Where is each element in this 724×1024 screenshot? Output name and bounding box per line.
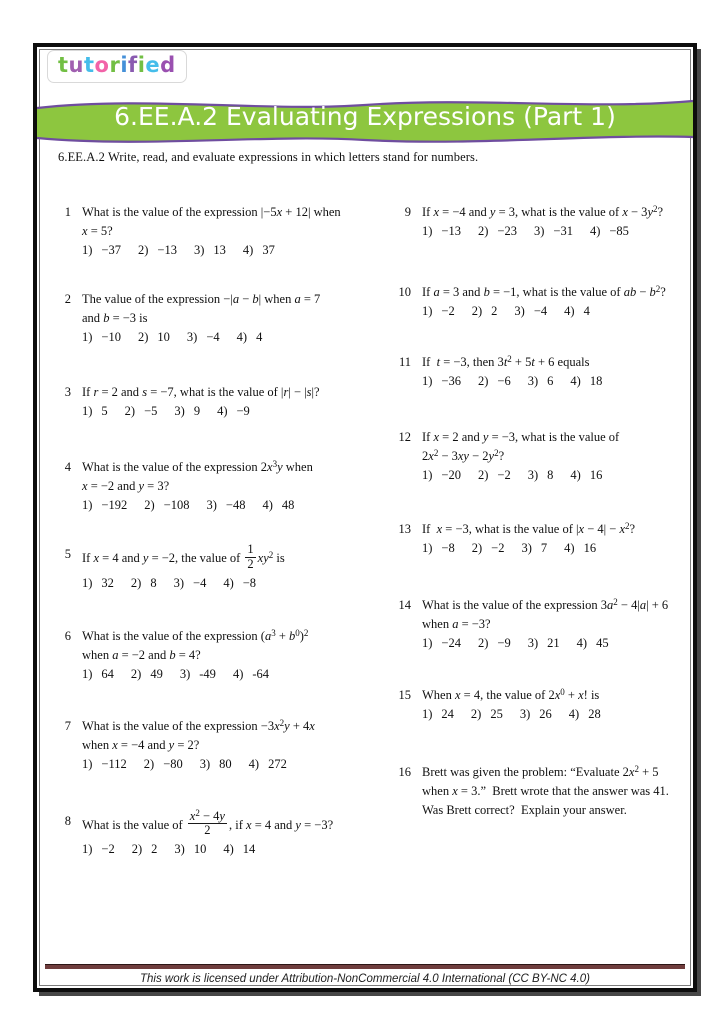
logo-letter: t <box>58 53 69 77</box>
choice-value: −8 <box>242 575 257 590</box>
question-number: 5 <box>64 547 71 561</box>
choice-value: −85 <box>609 224 629 238</box>
fraction: $\frac{x^2 - 4y}{2}$ <box>189 807 225 838</box>
superscript: 2 <box>634 764 639 774</box>
superscript: 2 <box>613 597 618 607</box>
question-5 <box>53 542 377 593</box>
question-body <box>82 807 377 860</box>
question-body <box>422 203 685 241</box>
choice-value: 5 <box>101 404 108 418</box>
question-text-line: $2x^2 - 3xy - 2y^2$? <box>422 448 505 463</box>
choice-value: −108 <box>163 498 190 512</box>
logo-letter: d <box>160 53 176 77</box>
question-text-line: Was Brett correct? Explain your answer. <box>422 803 627 817</box>
superscript: 2 <box>268 550 274 561</box>
choice-value: 8 <box>150 575 157 590</box>
choice-value: 2 <box>151 842 158 856</box>
choice-label: 1) <box>82 243 93 257</box>
choice-label: 3) <box>206 498 217 512</box>
choice-value: 45 <box>596 636 609 650</box>
questions-column-left <box>53 203 377 859</box>
choice-value: −10 <box>101 330 121 344</box>
answer-choices <box>82 402 377 421</box>
answer-choices <box>82 665 377 684</box>
question-number: 2 <box>64 292 71 306</box>
question-text-line: If x = 2 and y = −3, what is the value of <box>422 430 620 444</box>
question-number: 16 <box>398 765 411 779</box>
superscript: 0 <box>295 627 300 638</box>
superscript: 2 <box>507 354 512 364</box>
question-text-line: If t = −3, then $3t^2 + 5t + 6$ equals <box>422 354 590 369</box>
question-text-line: when x = 3.” Brett wrote that the answer was 41. <box>422 784 669 798</box>
choice-value: 48 <box>281 498 295 512</box>
choice-label: 3) <box>533 224 545 238</box>
answer-choices <box>422 222 685 241</box>
logo-text <box>58 53 176 77</box>
choice-value: 9 <box>193 404 201 418</box>
question-body <box>82 542 377 593</box>
question-text-line: What is the value of the expression $-3x^2y + 4x$ <box>82 717 315 733</box>
question-number: 8 <box>64 813 71 828</box>
choice-label: 3) <box>527 636 539 650</box>
answer-choices <box>82 241 377 260</box>
choice-value: 4 <box>583 304 590 318</box>
choice-label: 2) <box>143 756 155 771</box>
question-number: 14 <box>398 598 411 612</box>
choice-label: 1) <box>422 304 433 318</box>
answer-choices <box>422 634 685 653</box>
choice-label: 3) <box>174 404 185 418</box>
choice-label: 3) <box>193 243 205 257</box>
choice-label: 4) <box>568 707 580 721</box>
choice-value: −20 <box>441 468 461 482</box>
choice-label: 4) <box>576 636 588 650</box>
choice-value: −13 <box>441 224 461 238</box>
question-4 <box>53 458 377 515</box>
superscript: 2 <box>653 204 658 214</box>
choice-value: 4 <box>256 330 263 344</box>
choice-label: 3) <box>186 330 198 344</box>
choice-value: 272 <box>268 756 287 771</box>
choice-value: 16 <box>589 468 603 482</box>
choice-label: 2) <box>471 304 483 318</box>
choice-label: 2) <box>477 636 489 650</box>
footer-rule <box>45 964 685 969</box>
question-body <box>422 596 685 653</box>
worksheet-page <box>33 43 697 992</box>
choice-label: 4) <box>248 756 260 771</box>
choice-label: 2) <box>131 842 143 856</box>
choice-label: 1) <box>422 541 433 555</box>
question-text-line: What is the value of the expression $3a^2 - 4|a| + 6$ <box>422 597 669 612</box>
superscript: 2 <box>494 448 499 458</box>
superscript: 3 <box>272 459 278 469</box>
tutorified-logo <box>47 50 187 83</box>
question-body <box>422 353 685 391</box>
question-text-line: when a = −2 and b = 4? <box>82 647 201 662</box>
question-body <box>82 383 377 421</box>
question-15 <box>393 686 685 724</box>
choice-value: 10 <box>157 330 170 344</box>
choice-label: 1) <box>422 374 433 388</box>
choice-value: 14 <box>242 842 256 856</box>
choice-value: 64 <box>101 666 114 681</box>
choice-value: 2 <box>491 304 498 318</box>
choice-value: 18 <box>589 374 603 388</box>
question-16 <box>393 763 685 820</box>
choice-value: 25 <box>490 707 503 721</box>
standard-description: 6.EE.A.2 Write, read, and evaluate expressions in which letters stand for numbers. <box>58 150 479 164</box>
question-number: 4 <box>64 460 71 474</box>
questions-column-right <box>393 203 685 859</box>
answer-choices <box>422 705 685 724</box>
choice-label: 3) <box>521 541 532 555</box>
question-number: 12 <box>398 430 411 444</box>
answer-choices <box>422 539 685 558</box>
question-text-line: when x = −4 and y = 2? <box>82 737 200 752</box>
choice-value: −4 <box>206 330 220 344</box>
question-text-line: What is the value of $\frac{x^2 - 4y}{2}$ , if x = 4 and y = −3? <box>82 807 334 838</box>
superscript: 0 <box>560 687 565 697</box>
worksheet-title: 6.EE.A.2 Evaluating Expressions (Part 1) <box>114 102 616 131</box>
choice-label: 1) <box>422 224 433 238</box>
answer-choices <box>82 496 377 515</box>
choice-label: 1) <box>82 756 93 771</box>
question-body <box>422 428 685 485</box>
question-10 <box>393 283 685 321</box>
choice-value: −4 <box>193 575 207 590</box>
answer-choices <box>82 840 377 859</box>
choice-label: 4) <box>564 541 575 555</box>
question-text-line: When x = 4, the value of $2x^0 + x$! is <box>422 687 600 702</box>
choice-value: 80 <box>219 756 232 771</box>
question-text-line: If r = 2 and s = −7, what is the value of |r| − |s|? <box>82 385 320 399</box>
choice-label: 1) <box>422 636 433 650</box>
choice-value: −2 <box>101 842 115 856</box>
choice-label: 2) <box>137 243 149 257</box>
superscript: 3 <box>271 627 276 638</box>
choice-label: 2) <box>130 666 142 681</box>
choice-value: 26 <box>539 707 552 721</box>
question-text-line: when a = −3? <box>422 617 491 631</box>
logo-letter: r <box>109 53 121 77</box>
logo-letter: o <box>94 53 110 77</box>
choice-value: −48 <box>225 498 246 512</box>
fraction: $\frac{1}{2}$ <box>247 542 254 571</box>
choice-value: −9 <box>497 636 511 650</box>
question-number: 10 <box>398 285 411 299</box>
question-body <box>422 283 685 321</box>
choice-label: 4) <box>242 243 254 257</box>
choice-value: −192 <box>101 498 128 512</box>
question-number: 13 <box>398 522 411 536</box>
question-body <box>82 290 377 347</box>
logo-letter: e <box>145 53 161 77</box>
choice-label: 3) <box>527 374 539 388</box>
superscript: 2 <box>279 717 285 728</box>
choice-label: 4) <box>236 330 248 344</box>
choice-label: 1) <box>82 842 93 856</box>
question-text-line: x = 5? <box>82 224 113 238</box>
question-11 <box>393 353 685 391</box>
question-text-line: If a = 3 and b = −1, what is the value of ab − $b^2$? <box>422 284 666 299</box>
answer-choices <box>82 328 377 347</box>
question-number: 3 <box>64 385 71 399</box>
choice-value: −31 <box>553 224 573 238</box>
question-text-line: The value of the expression −|a − b| when a = 7 <box>82 292 321 306</box>
title-banner <box>37 88 693 146</box>
logo-letter: i <box>120 53 129 77</box>
choice-label: 4) <box>570 468 581 482</box>
choice-label: 2) <box>144 498 155 512</box>
superscript: 2 <box>655 284 661 294</box>
question-body <box>82 717 377 774</box>
choice-value: −4 <box>533 304 548 318</box>
answer-choices <box>422 466 685 485</box>
choice-label: 2) <box>470 707 482 721</box>
question-text-line: If x = −3, what is the value of $|x - 4| - x^2$? <box>422 521 636 536</box>
superscript: 2 <box>433 448 439 458</box>
question-6 <box>53 627 377 684</box>
choice-value: −24 <box>441 636 461 650</box>
question-9 <box>393 203 685 241</box>
question-13 <box>393 520 685 558</box>
choice-value: 16 <box>583 541 597 555</box>
choice-value: 37 <box>262 243 275 257</box>
choice-label: 1) <box>82 666 93 681</box>
choice-label: 1) <box>82 498 93 512</box>
choice-value: −2 <box>441 304 455 318</box>
answer-choices <box>82 755 377 774</box>
choice-value: −6 <box>497 374 511 388</box>
answer-choices <box>422 372 685 391</box>
choice-label: 2) <box>477 224 489 238</box>
superscript: 2 <box>195 807 200 818</box>
choice-label: 4) <box>570 374 581 388</box>
choice-value: −37 <box>101 243 121 257</box>
choice-label: 4) <box>262 498 273 512</box>
choice-label: 2) <box>124 404 136 418</box>
choice-label: 3) <box>179 666 191 681</box>
choice-label: 4) <box>232 666 244 681</box>
logo-letter: u <box>68 53 84 77</box>
choice-value: 10 <box>193 842 207 856</box>
choice-label: 1) <box>422 468 433 482</box>
question-12 <box>393 428 685 485</box>
question-body <box>82 203 377 260</box>
question-number: 7 <box>64 718 71 733</box>
question-body <box>422 520 685 558</box>
license-text: This work is licensed under Attribution-NonCommercial 4.0 International (CC BY-NC 4.0) <box>140 973 590 985</box>
question-number: 9 <box>404 205 411 219</box>
choice-value: -49 <box>199 666 216 681</box>
choice-value: −2 <box>497 468 511 482</box>
choice-label: 2) <box>130 575 142 590</box>
choice-value: 13 <box>213 243 226 257</box>
choice-value: 6 <box>547 374 554 388</box>
choice-value: −23 <box>497 224 517 238</box>
question-text-line: What is the value of the expression |−5x + 12| when <box>82 205 341 219</box>
choice-label: 3) <box>174 842 185 856</box>
choice-label: 2) <box>471 541 483 555</box>
question-text-line: and b = −3 is <box>82 311 148 325</box>
question-1 <box>53 203 377 260</box>
choice-label: 1) <box>422 707 433 721</box>
choice-label: 4) <box>223 842 234 856</box>
answer-choices <box>82 574 377 593</box>
questions-area <box>53 203 685 859</box>
answer-choices <box>422 302 685 321</box>
choice-label: 1) <box>82 575 93 590</box>
question-2 <box>53 290 377 347</box>
question-body <box>422 763 685 820</box>
choice-value: 24 <box>441 707 454 721</box>
choice-label: 1) <box>82 330 93 344</box>
choice-value: −112 <box>101 756 127 771</box>
choice-value: −2 <box>491 541 505 555</box>
choice-value: −36 <box>441 374 461 388</box>
question-body <box>82 458 377 515</box>
choice-value: −80 <box>163 756 183 771</box>
choice-label: 3) <box>199 756 211 771</box>
question-number: 1 <box>64 205 71 219</box>
choice-label: 3) <box>527 468 539 482</box>
choice-value: −5 <box>144 404 158 418</box>
choice-value: −9 <box>236 404 250 418</box>
question-text-line: Brett was given the problem: “Evaluate $2x^2 + 5$ <box>422 764 659 779</box>
choice-value: 8 <box>547 468 554 482</box>
question-3 <box>53 383 377 421</box>
choice-label: 4) <box>223 575 234 590</box>
choice-label: 3) <box>173 575 185 590</box>
choice-label: 4) <box>589 224 601 238</box>
question-7 <box>53 717 377 774</box>
question-number: 15 <box>398 688 411 702</box>
question-text-line: If x = −4 and y = 3, what is the value of $x - 3y^2$? <box>422 204 664 219</box>
footer <box>41 964 689 988</box>
question-text-line: x = −2 and y = 3? <box>82 479 170 493</box>
question-8 <box>53 807 377 860</box>
choice-label: 3) <box>514 304 525 318</box>
question-number: 6 <box>64 628 71 643</box>
logo-letter: t <box>84 53 95 77</box>
question-text-line: If x = 4 and y = −2, the value of $\frac{1}{2}$ $xy^2$ is <box>82 542 285 571</box>
choice-value: -64 <box>252 666 270 681</box>
logo-letter: i <box>137 53 146 77</box>
choice-value: −13 <box>157 243 177 257</box>
choice-label: 1) <box>82 404 93 418</box>
question-body <box>422 686 685 724</box>
question-text-line: What is the value of the expression $2x^3y$ when <box>82 459 313 474</box>
superscript: 2 <box>303 627 309 638</box>
choice-label: 2) <box>477 468 489 482</box>
superscript: 2 <box>625 521 630 531</box>
question-text-line: What is the value of the expression $(a^3 + b^0)^2$ <box>82 627 309 643</box>
choice-value: −8 <box>441 541 455 555</box>
choice-label: 2) <box>477 374 489 388</box>
choice-value: 21 <box>547 636 560 650</box>
logo-letter: f <box>128 53 138 77</box>
choice-label: 3) <box>519 707 531 721</box>
choice-value: 28 <box>588 707 601 721</box>
question-body <box>82 627 377 684</box>
choice-value: 49 <box>150 666 163 681</box>
choice-label: 4) <box>217 404 228 418</box>
choice-label: 2) <box>137 330 149 344</box>
question-number: 11 <box>398 355 411 369</box>
choice-label: 4) <box>564 304 575 318</box>
question-14 <box>393 596 685 653</box>
choice-value: 7 <box>540 541 548 555</box>
choice-value: 32 <box>101 575 114 590</box>
